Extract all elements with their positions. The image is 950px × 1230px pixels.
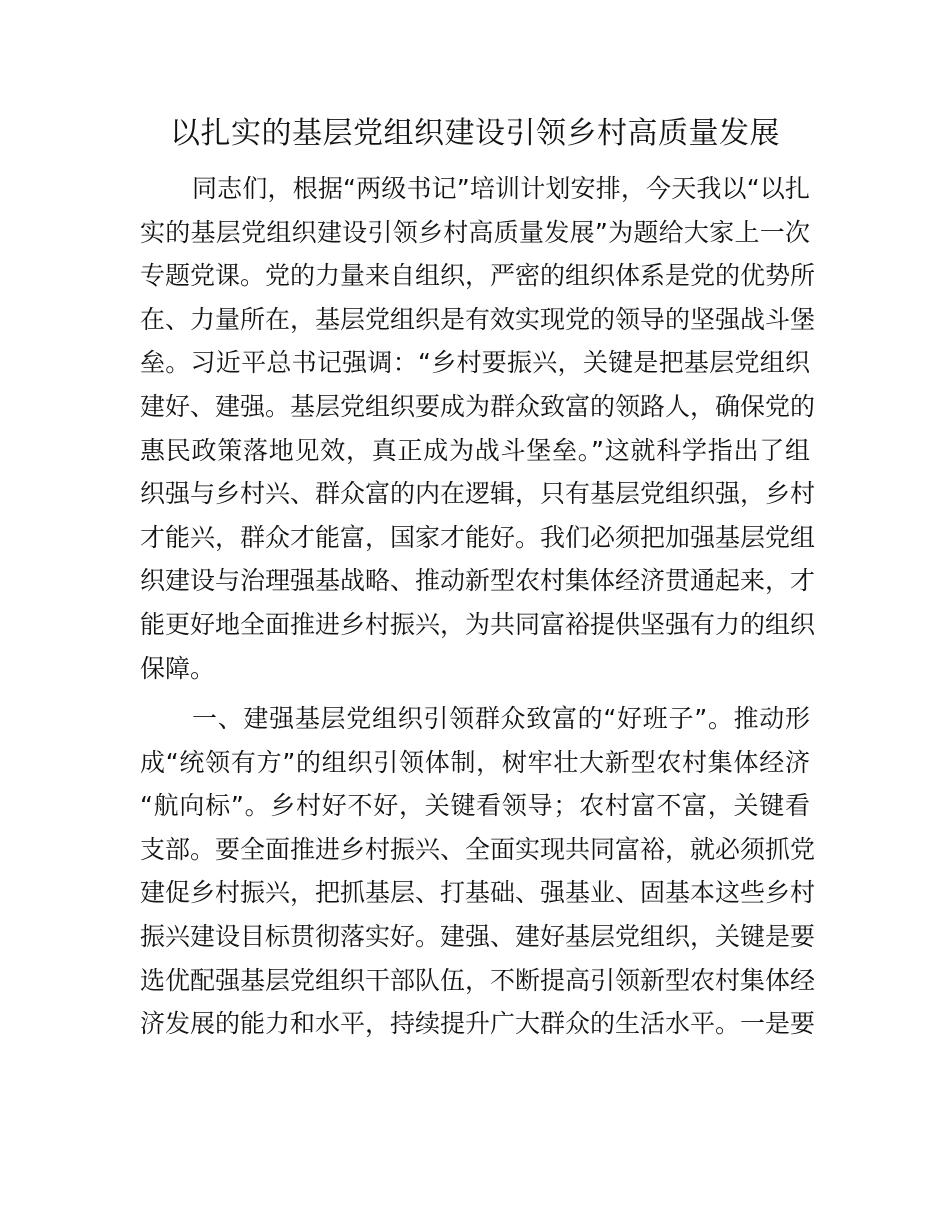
text-line: 实的基层党组织建设引领乡村高质量发展”为题给大家上一次	[140, 217, 810, 247]
text-line: 才能兴，群众才能富，国家才能好。我们必须把加强基层党组	[140, 522, 816, 552]
text-line: 支部。要全面推进乡村振兴、全面实现共同富裕，就必须抓党	[140, 834, 816, 864]
text-line: 在、力量所在，基层党组织是有效实现党的领导的坚强战斗堡	[140, 304, 816, 334]
document-title: 以扎实的基层党组织建设引领乡村高质量发展	[170, 116, 780, 151]
text-line: 振兴建设目标贯彻落实好。建强、建好基层党组织，关键是要	[140, 921, 816, 951]
paragraph-section-one	[140, 697, 816, 1046]
text-line: 惠民政策落地见效，真正成为战斗堡垒。”这就科学指出了组	[140, 435, 810, 465]
text-line: 建促乡村振兴，把抓基层、打基础、强基业、固基本这些乡村	[140, 878, 816, 908]
text-line: 同志们，根据“两级书记”培训计划安排，今天我以“以扎	[192, 174, 810, 203]
paragraph-intro	[140, 167, 816, 690]
text-line: 保障。	[140, 653, 216, 683]
text-line: 选优配强基层党组织干部队伍，不断提高引领新型农村集体经	[140, 965, 816, 995]
text-line: 成“统领有方”的组织引领体制，树牢壮大新型农村集体经济	[140, 747, 810, 777]
text-line: 织强与乡村兴、群众富的内在逻辑，只有基层党组织强，乡村	[140, 479, 816, 509]
text-line: 专题党课。党的力量来自组织，严密的组织体系是党的优势所	[140, 261, 816, 291]
text-line: 垒。习近平总书记强调：“乡村要振兴，关键是把基层党组织	[140, 348, 810, 378]
text-line: 济发展的能力和水平，持续提升广大群众的生活水平。一是要	[140, 1009, 816, 1039]
text-line: 建好、建强。基层党组织要成为群众致富的领路人，确保党的	[140, 391, 816, 421]
text-line: “航向标”。乡村好不好，关键看领导；农村富不富，关键看	[140, 791, 810, 821]
section-heading-line: 一、建强基层党组织引领群众致富的“好班子”。推动形	[192, 704, 810, 733]
text-line: 能更好地全面推进乡村振兴，为共同富裕提供坚强有力的组织	[140, 609, 816, 639]
text-line: 织建设与治理强基战略、推动新型农村集体经济贯通起来，才	[140, 566, 816, 596]
